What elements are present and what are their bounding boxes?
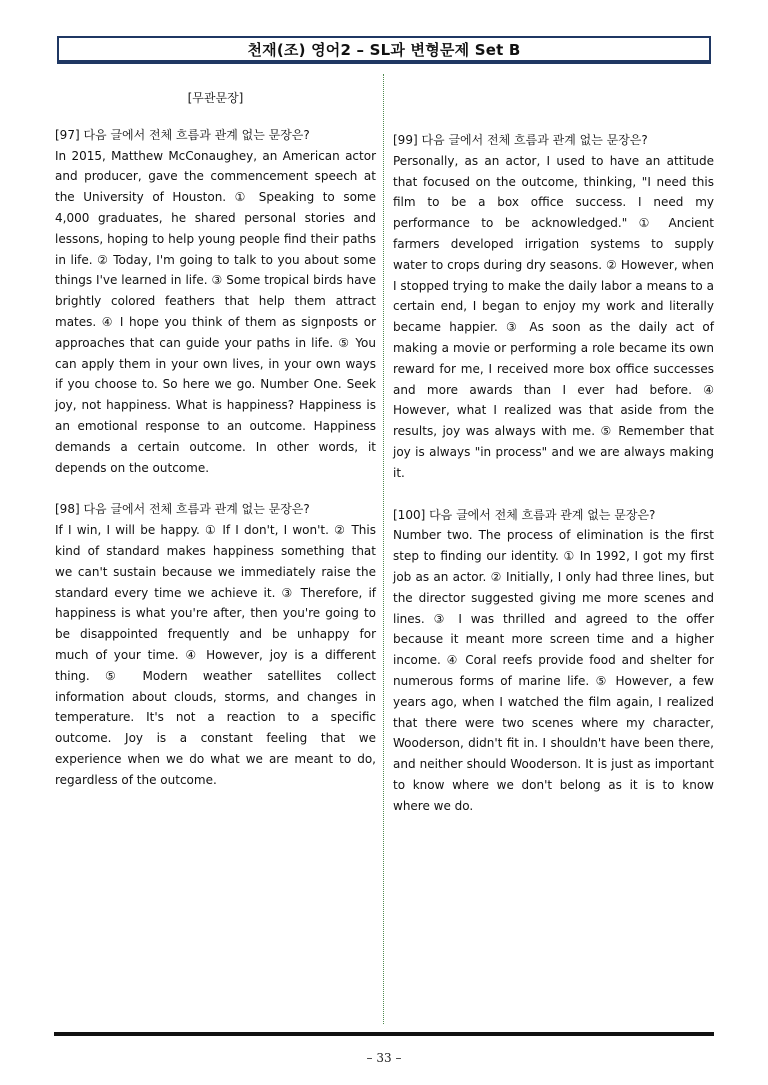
question-100 [393,505,714,817]
question-heading: [99] 다음 글에서 전체 흐름과 관계 없는 문장은? [393,133,648,147]
page-number: – 33 – [366,1051,402,1065]
question-99 [393,130,714,484]
question-passage: If I win, I will be happy. ① If I don't, I won't. ② This kind of standard makes happiness something that we can't sustain because we immediately raise the standard every time we achieve it. ③ Therefore, if happiness is what you're after, then you're going to be disappointed frequently and be unhappy for much of your time. ④ However, joy is a different thing. ⑤ Modern weather satellites collect information about clouds, storms, and changes in temperature. It's not a reaction to a specific outcome. Joy is a constant feeling that we experience when we do what we are meant to do, regardless of the outcome. [55,523,376,787]
question-heading: [100] 다음 글에서 전체 흐름과 관계 없는 문장은? [393,507,656,522]
question-passage: In 2015, Matthew McConaughey, an American actor and producer, gave the commencement speech at the University of Houston. ① Speaking to some 4,000 graduates, he shared personal stories and lessons, hoping to help young people find their paths in life. ② Today, I'm going to talk to you about some things I've learned in life. ③ Some tropical birds have brightly colored feathers that help them attract mates. ④ I hope you think of them as signposts or approaches that can guide your paths in life. ⑤ You can apply them in your own lives, in your own ways if you choose to. So here we go. Number One. Seek joy, not happiness. What is happiness? Happiness is an emotional response to an outcome. Happiness demands a certain outcome. In other words, it depends on the outcome. [55,148,376,475]
footer-rule [54,1032,714,1036]
question-heading: [98] 다음 글에서 전체 흐름과 관계 없는 문장은? [55,502,310,517]
question-passage: Personally, as an actor, I used to have an attitude that focused on the outcome, thinking, "I need this film to be a box office success. I need my performance to be acknowledged." ① Ancient farmers developed irrigation systems to supply water to crops during dry seasons. ② However, when I stopped trying to make the daily labor a means to a certain end, I began to enjoy my work and literally became happier. ③ As soon as the daily act of making a movie or performing a role became its own reward for me, I received more box office successes and more awards than I ever had before. ④ However, what I realized was that aside from the results, joy was always with me. ⑤ Remember that joy is always "in process" and we are always making it. [393,153,714,480]
page-header [57,36,711,64]
right-column [393,130,714,838]
question-heading: [97] 다음 글에서 전체 흐름과 관계 없는 문장은? [55,127,310,142]
question-passage: Number two. The process of elimination is the first step to finding our identity. ① In 1992, I got my first job as an actor. ② Initially, I only had three lines, but the director suggested giving me more scenes and lines. ③ I was thrilled and agreed to the offer because it meant more screen time and a higher income. ④ Coral reefs provide food and shelter for numerous forms of marine life. ⑤ However, a few years ago, when I watched the film again, I realized that there were two scenes where my character, Wooderson, didn't fit in. I shouldn't have been there, and neither should Wooderson. It is just as important to know where we don't belong as it is to know where we do. [393,528,714,813]
column-divider [383,74,384,1024]
section-label: [무관문장] [187,91,244,105]
page-title: 천재(조) 영어2 – SL과 변형문제 Set B [247,40,521,59]
question-98 [55,499,376,790]
question-97 [55,125,376,479]
left-column [55,88,376,812]
